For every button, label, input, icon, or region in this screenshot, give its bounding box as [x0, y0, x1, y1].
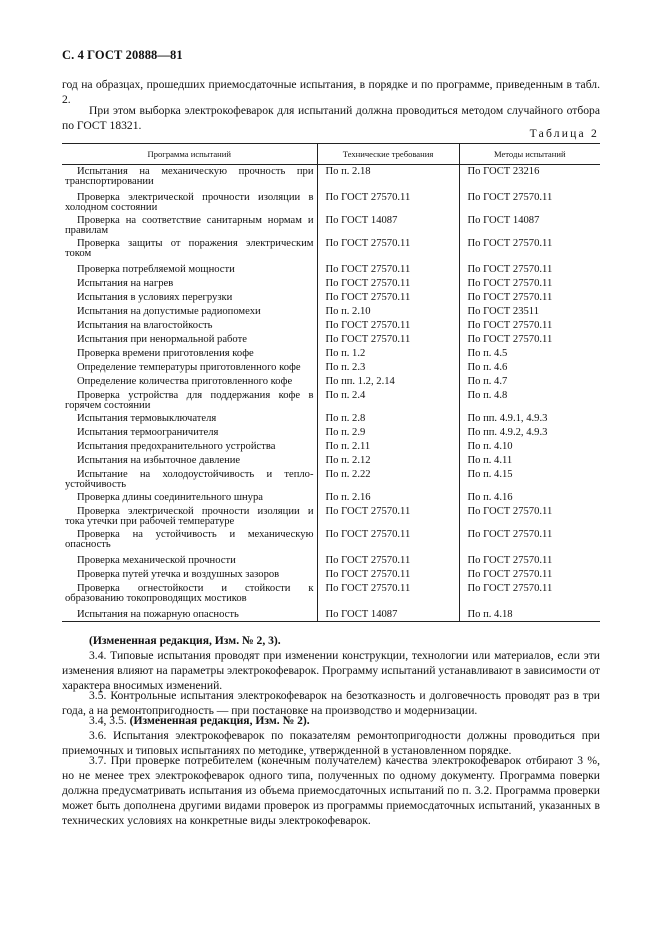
- cell-requirement: По ГОСТ 27570.11: [317, 319, 459, 333]
- cell-program: [62, 165, 317, 191]
- cell-method: По п. 4.6: [459, 361, 600, 375]
- table-row: [62, 454, 600, 468]
- test-name: Испытания на влагостойкость: [77, 319, 213, 331]
- cell-method: По пп. 4.9.1, 4.9.3: [459, 412, 600, 426]
- test-name: Испытания на нагрев: [77, 277, 174, 289]
- test-name: Испытание на холодоустойчивость и тепло-устойчивость: [65, 468, 314, 490]
- cell-requirement: По ГОСТ 14087: [317, 214, 459, 237]
- cell-requirement: По пп. 1.2, 2.14: [317, 375, 459, 389]
- cell-method: По ГОСТ 27570.11: [459, 277, 600, 291]
- cell-program: [62, 375, 317, 389]
- cell-method: По п. 4.16: [459, 491, 600, 505]
- test-name: Проверка путей утечка и воздушных зазоров: [77, 568, 280, 580]
- test-name: Проверка длины соединительного шнура: [77, 491, 263, 503]
- table-row: [62, 426, 600, 440]
- cell-program: [62, 277, 317, 291]
- table-row: [62, 582, 600, 608]
- amendment-note-2: [62, 713, 600, 728]
- cell-program: [62, 347, 317, 361]
- test-name: Проверка на соответствие санитарным нормам и правилам: [65, 214, 314, 236]
- cell-requirement: По п. 2.4: [317, 389, 459, 412]
- test-name: Испытания термоограничителя: [77, 426, 219, 438]
- cell-program: [62, 389, 317, 412]
- cell-program: [62, 361, 317, 375]
- cell-requirement: По п. 2.8: [317, 412, 459, 426]
- table-row: [62, 263, 600, 277]
- cell-program: [62, 237, 317, 263]
- cell-program: [62, 505, 317, 528]
- cell-requirement: По п. 2.3: [317, 361, 459, 375]
- test-name: Испытания на механическую прочность при транспортировании: [65, 166, 314, 187]
- cell-program: [62, 608, 317, 622]
- cell-requirement: По п. 2.18: [317, 165, 459, 191]
- table-row: [62, 319, 600, 333]
- cell-requirement: По п. 2.16: [317, 491, 459, 505]
- table-row: [62, 347, 600, 361]
- cell-method: По п. 4.7: [459, 375, 600, 389]
- amendment-note-2-text: (Измененная редакция, Изм. № 2).: [129, 714, 310, 727]
- test-name: Проверка огнестойкости и стойкости к образованию токопроводящих мостиков: [65, 582, 314, 604]
- test-name: Проверка времени приготовления кофе: [77, 347, 254, 359]
- test-name: Проверка потребляемой мощности: [77, 263, 235, 275]
- cell-method: По п. 4.18: [459, 608, 600, 622]
- cell-requirement: По ГОСТ 27570.11: [317, 263, 459, 277]
- test-name: Испытания на допустимые радиопомехи: [77, 305, 261, 317]
- cell-method: По ГОСТ 23511: [459, 305, 600, 319]
- cell-method: По п. 4.5: [459, 347, 600, 361]
- cell-method: По ГОСТ 27570.11: [459, 291, 600, 305]
- cell-method: По ГОСТ 27570.11: [459, 237, 600, 263]
- test-name: Определение температуры приготовленного кофе: [77, 361, 301, 373]
- test-name: Определение количества приготовленного кофе: [77, 375, 293, 387]
- table-row: [62, 375, 600, 389]
- table-row: [62, 165, 600, 191]
- cell-requirement: По ГОСТ 27570.11: [317, 237, 459, 263]
- test-name: Испытания на избыточное давление: [77, 454, 241, 466]
- cell-program: [62, 528, 317, 554]
- cell-program: [62, 319, 317, 333]
- cell-program: [62, 454, 317, 468]
- table-row: [62, 214, 600, 237]
- test-name: Испытания в условиях перегрузки: [77, 291, 233, 303]
- cell-method: По ГОСТ 27570.11: [459, 582, 600, 608]
- page-header: С. 4 ГОСТ 20888—81: [62, 48, 183, 62]
- table-row: [62, 291, 600, 305]
- cell-requirement: По ГОСТ 27570.11: [317, 505, 459, 528]
- cell-method: По ГОСТ 27570.11: [459, 568, 600, 582]
- header-requirements: Технические требования: [317, 144, 459, 165]
- test-name: Испытания предохранительного устройства: [77, 440, 276, 452]
- test-name: Проверка на устойчивость и механическую опасность: [65, 528, 314, 550]
- table-header-row: [62, 144, 600, 165]
- table-row: [62, 608, 600, 622]
- table-row: [62, 237, 600, 263]
- cell-method: По п. 4.8: [459, 389, 600, 412]
- table-row: [62, 528, 600, 554]
- cell-requirement: По ГОСТ 27570.11: [317, 582, 459, 608]
- test-name: Испытания при ненормальной работе: [77, 333, 247, 345]
- table-row: [62, 305, 600, 319]
- cell-requirement: По ГОСТ 27570.11: [317, 554, 459, 568]
- test-name: Проверка электрической прочности изоляции в холодном состоянии: [65, 191, 314, 213]
- table-row: [62, 468, 600, 491]
- paragraph-3-7: 3.7. При проверке потребителем (конечным получателем) качества электрокофеварок отбирают 3 %, но не менее трех электрокофеварок одного типа, полученных по одному документу. Программа поверки должна предусматривать испытания из объема приемосдаточных испытаний по п. 3.2. Программа проверки может быть дополнена другими видами проверок из программы приемосдаточных испытаний, указанных в технических условиях на конкретные виды электрокофеварок.: [62, 754, 600, 827]
- test-name: Проверка электрической прочности изоляции и тока утечки при рабочей температуре: [65, 505, 314, 527]
- table-row: [62, 361, 600, 375]
- table-row: [62, 491, 600, 505]
- cell-method: По ГОСТ 27570.11: [459, 191, 600, 214]
- cell-method: По ГОСТ 27570.11: [459, 333, 600, 347]
- cell-requirement: По ГОСТ 27570.11: [317, 191, 459, 214]
- cell-requirement: По п. 1.2: [317, 347, 459, 361]
- cell-method: По ГОСТ 14087: [459, 214, 600, 237]
- cell-requirement: По ГОСТ 27570.11: [317, 291, 459, 305]
- intro-paragraph-1: год на образцах, прошедших приемосдаточные испытания, в порядке и по программе, приведенным в табл. 2.: [62, 78, 600, 106]
- paragraph-3-4: 3.4. Типовые испытания проводят при изменении конструкции, технологии или материалов, если эти изменения влияют на параметры электрокофеварок. Программу испытаний устанавливают в зависимости от характера вносимых изменений.: [62, 649, 600, 692]
- cell-program: [62, 263, 317, 277]
- cell-requirement: По ГОСТ 27570.11: [317, 528, 459, 554]
- table-row: [62, 440, 600, 454]
- table-row: [62, 191, 600, 214]
- cell-program: [62, 554, 317, 568]
- cell-program: [62, 468, 317, 491]
- cell-method: По ГОСТ 27570.11: [459, 505, 600, 528]
- cell-program: [62, 291, 317, 305]
- table-row: [62, 505, 600, 528]
- cell-requirement: По ГОСТ 27570.11: [317, 333, 459, 347]
- test-name: Испытания на пожарную опасность: [77, 608, 239, 620]
- table-row: [62, 389, 600, 412]
- cell-program: [62, 440, 317, 454]
- tests-table: [62, 143, 600, 622]
- cell-program: [62, 214, 317, 237]
- table-row: [62, 333, 600, 347]
- cell-method: По ГОСТ 27570.11: [459, 263, 600, 277]
- table-row: [62, 277, 600, 291]
- cell-requirement: По ГОСТ 27570.11: [317, 568, 459, 582]
- cell-program: [62, 191, 317, 214]
- amendment-note-2-prefix: 3.4, 3.5.: [89, 714, 127, 727]
- test-name: Проверка механической прочности: [77, 554, 236, 566]
- test-name: Проверка устройства для поддержания кофе в горячем состоянии: [65, 389, 314, 411]
- cell-method: По п. 4.15: [459, 468, 600, 491]
- paragraph-3-6: 3.6. Испытания электрокофеварок по показателям ремонтопригодности должны проводиться при приемочных и типовых испытаниях по методике, утвержденной в установленном порядке.: [62, 729, 600, 757]
- cell-requirement: По ГОСТ 27570.11: [317, 277, 459, 291]
- cell-requirement: По п. 2.10: [317, 305, 459, 319]
- header-methods: Методы испытаний: [459, 144, 600, 165]
- cell-method: По п. 4.11: [459, 454, 600, 468]
- cell-program: [62, 568, 317, 582]
- cell-program: [62, 582, 317, 608]
- cell-method: По ГОСТ 27570.11: [459, 528, 600, 554]
- cell-program: [62, 333, 317, 347]
- cell-program: [62, 412, 317, 426]
- cell-program: [62, 426, 317, 440]
- amendment-note-1: (Измененная редакция, Изм. № 2, 3).: [89, 634, 281, 647]
- cell-method: По ГОСТ 27570.11: [459, 554, 600, 568]
- cell-program: [62, 491, 317, 505]
- test-name: Испытания термовыключателя: [77, 412, 217, 424]
- header-program: Программа испытаний: [62, 144, 317, 165]
- intro-paragraph-2: При этом выборка электрокофеварок для испытаний должна проводиться методом случайного отбора по ГОСТ 18321.: [62, 104, 600, 132]
- cell-requirement: По п. 2.11: [317, 440, 459, 454]
- table-row: [62, 568, 600, 582]
- table-caption: Таблица 2: [529, 127, 599, 140]
- paragraph-3-5: 3.5. Контрольные испытания электрокофеварок на безотказность и долговечность проводят раз в три года, а на ремонтопригодность — при постановке на производство и модернизации.: [62, 689, 600, 717]
- cell-method: По ГОСТ 27570.11: [459, 319, 600, 333]
- cell-program: [62, 305, 317, 319]
- test-name: Проверка защиты от поражения электрическим током: [65, 237, 314, 259]
- cell-requirement: По ГОСТ 14087: [317, 608, 459, 622]
- cell-method: По ГОСТ 23216: [459, 165, 600, 191]
- cell-requirement: По п. 2.22: [317, 468, 459, 491]
- cell-method: По пп. 4.9.2, 4.9.3: [459, 426, 600, 440]
- cell-method: По п. 4.10: [459, 440, 600, 454]
- table-row: [62, 554, 600, 568]
- cell-requirement: По п. 2.9: [317, 426, 459, 440]
- cell-requirement: По п. 2.12: [317, 454, 459, 468]
- table-row: [62, 412, 600, 426]
